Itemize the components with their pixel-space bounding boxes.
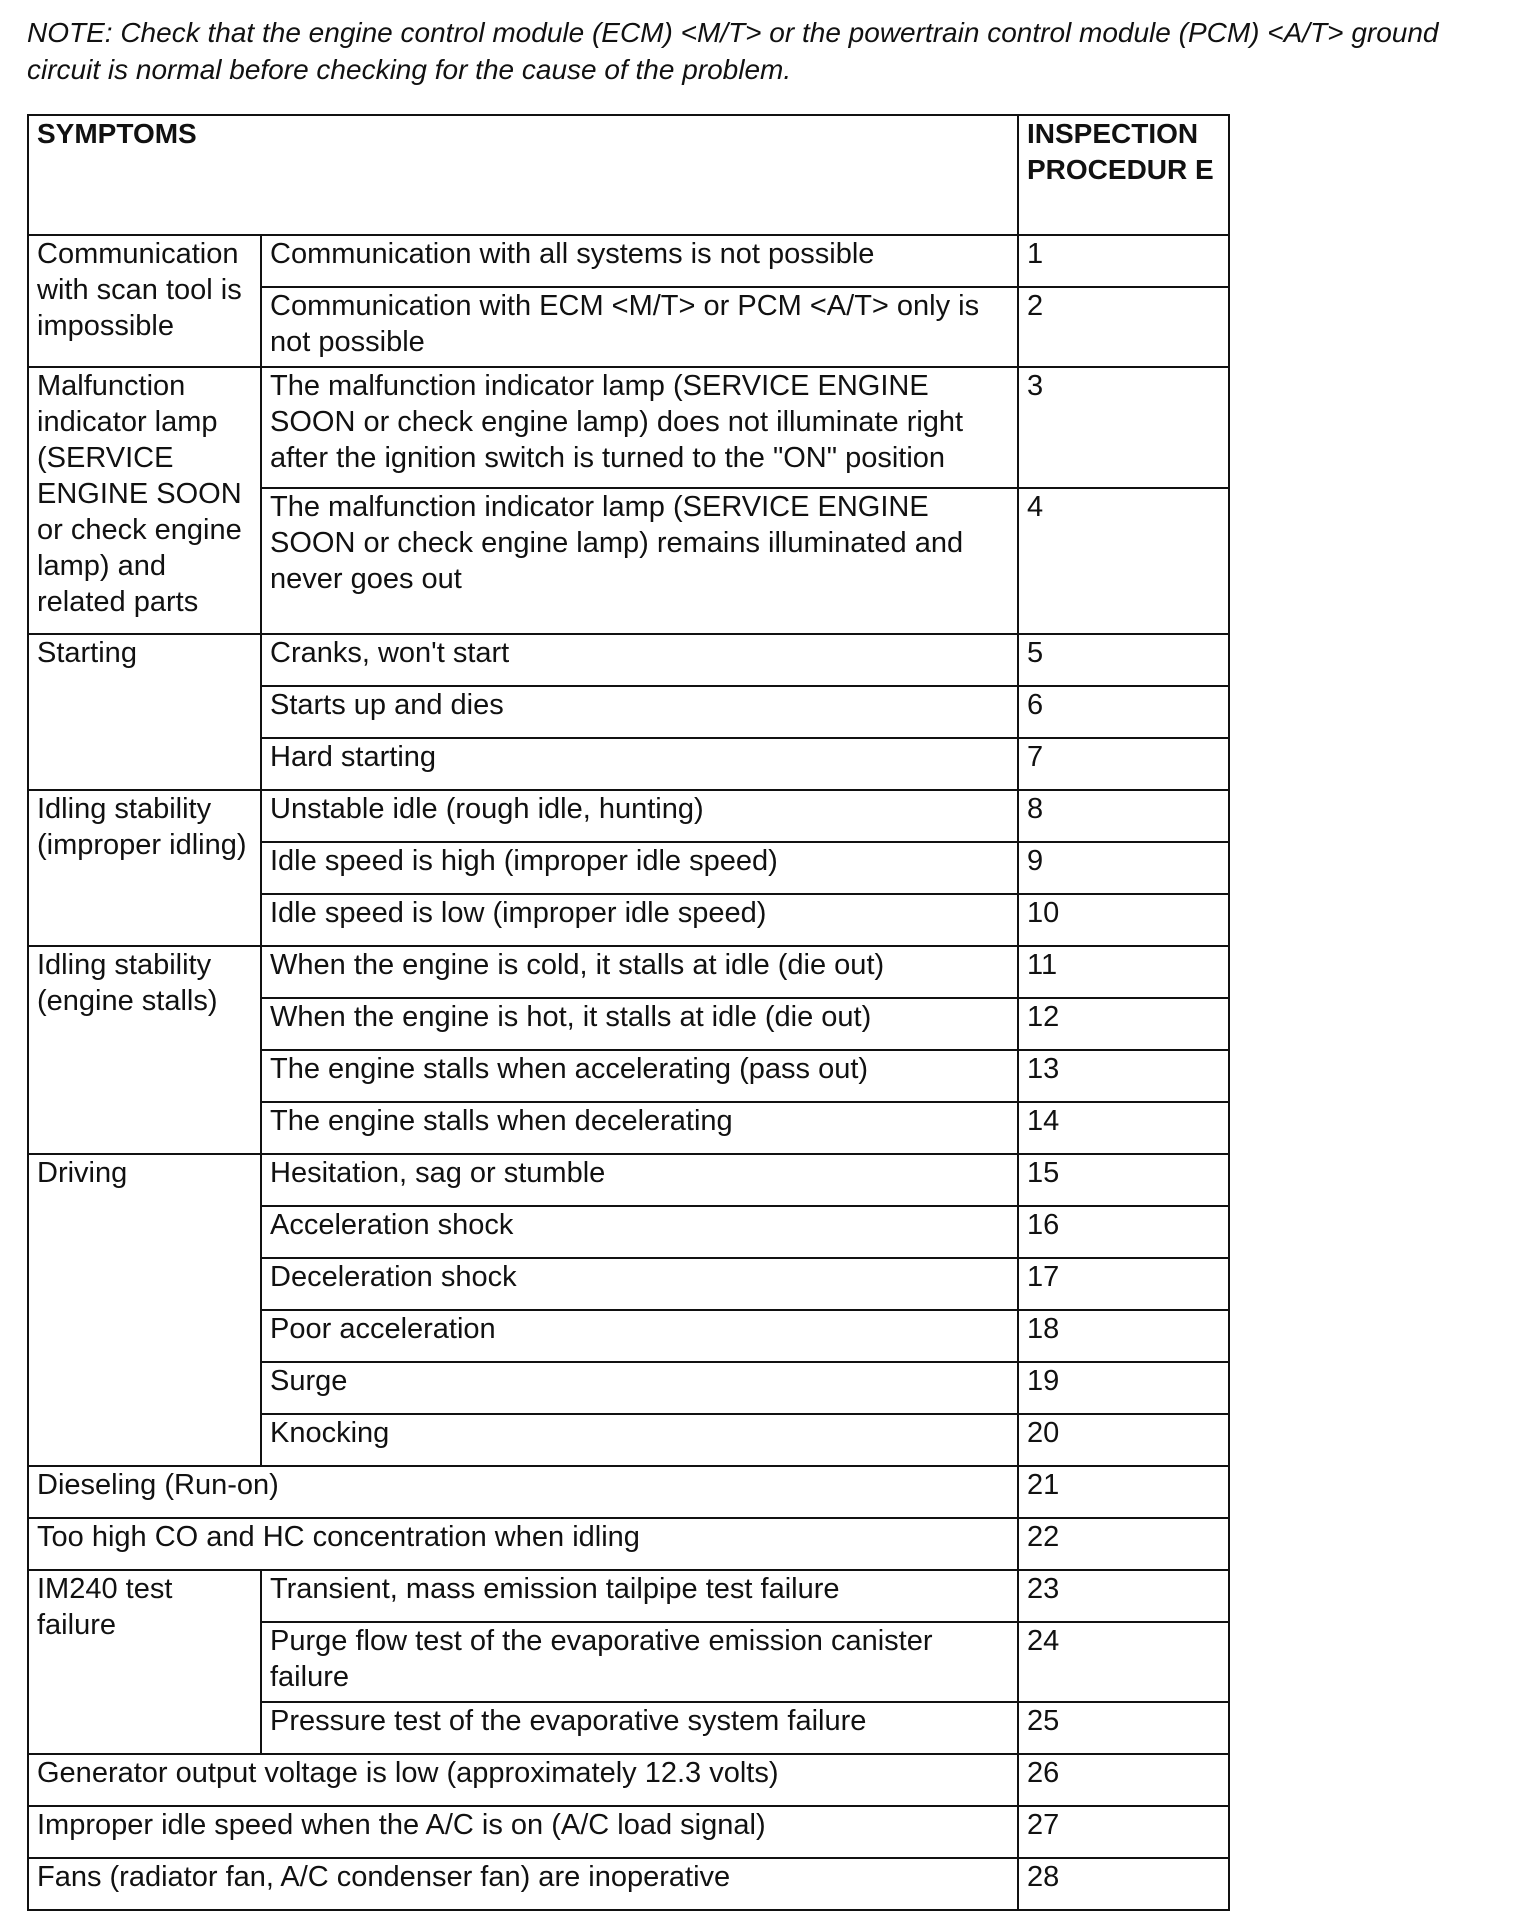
symptom-cell: Acceleration shock bbox=[261, 1206, 1018, 1258]
procedure-cell: 25 bbox=[1018, 1702, 1229, 1754]
procedure-cell: 12 bbox=[1018, 998, 1229, 1050]
procedure-cell: 3 bbox=[1018, 367, 1229, 488]
symptom-cell: Generator output voltage is low (approximately 12.3 volts) bbox=[28, 1754, 1018, 1806]
table-header-row bbox=[28, 115, 1229, 235]
procedure-cell: 11 bbox=[1018, 946, 1229, 998]
procedure-cell: 24 bbox=[1018, 1622, 1229, 1702]
symptom-cell: Too high CO and HC concentration when idling bbox=[28, 1518, 1018, 1570]
symptoms-table bbox=[27, 114, 1230, 1911]
symptom-cell: Communication with ECM <M/T> or PCM <A/T> only is not possible bbox=[261, 287, 1018, 367]
procedure-cell: 7 bbox=[1018, 738, 1229, 790]
table-row bbox=[28, 1806, 1229, 1858]
procedure-cell: 13 bbox=[1018, 1050, 1229, 1102]
procedure-cell: 19 bbox=[1018, 1362, 1229, 1414]
procedure-cell: 6 bbox=[1018, 686, 1229, 738]
procedure-cell: 1 bbox=[1018, 235, 1229, 287]
procedure-cell: 5 bbox=[1018, 634, 1229, 686]
table-row bbox=[28, 1858, 1229, 1910]
symptom-cell: Fans (radiator fan, A/C condenser fan) are inoperative bbox=[28, 1858, 1018, 1910]
symptom-cell: Poor acceleration bbox=[261, 1310, 1018, 1362]
symptom-cell: Idle speed is high (improper idle speed) bbox=[261, 842, 1018, 894]
group-im240: IM240 test failure bbox=[28, 1570, 261, 1754]
inspection-procedure-header: INSPECTION PROCEDUR E bbox=[1018, 115, 1229, 235]
symptoms-header: SYMPTOMS bbox=[28, 115, 1018, 235]
group-communication: Communication with scan tool is impossible bbox=[28, 235, 261, 367]
procedure-cell: 26 bbox=[1018, 1754, 1229, 1806]
symptom-cell: Transient, mass emission tailpipe test failure bbox=[261, 1570, 1018, 1622]
symptom-cell: The engine stalls when decelerating bbox=[261, 1102, 1018, 1154]
symptom-cell: Surge bbox=[261, 1362, 1018, 1414]
symptom-cell: Communication with all systems is not possible bbox=[261, 235, 1018, 287]
procedure-cell: 15 bbox=[1018, 1154, 1229, 1206]
symptom-cell: Idle speed is low (improper idle speed) bbox=[261, 894, 1018, 946]
procedure-cell: 18 bbox=[1018, 1310, 1229, 1362]
group-driving: Driving bbox=[28, 1154, 261, 1466]
group-mil: Malfunction indicator lamp (SERVICE ENGINE SOON or check engine lamp) and related parts bbox=[28, 367, 261, 634]
procedure-cell: 21 bbox=[1018, 1466, 1229, 1518]
procedure-cell: 10 bbox=[1018, 894, 1229, 946]
procedure-cell: 16 bbox=[1018, 1206, 1229, 1258]
table-row bbox=[28, 1154, 1229, 1206]
procedure-cell: 2 bbox=[1018, 287, 1229, 367]
symptom-cell: Deceleration shock bbox=[261, 1258, 1018, 1310]
table-row bbox=[28, 235, 1229, 287]
table-row bbox=[28, 1754, 1229, 1806]
procedure-cell: 9 bbox=[1018, 842, 1229, 894]
symptom-cell: Starts up and dies bbox=[261, 686, 1018, 738]
procedure-cell: 20 bbox=[1018, 1414, 1229, 1466]
procedure-cell: 8 bbox=[1018, 790, 1229, 842]
table-row bbox=[28, 946, 1229, 998]
group-idling-improper: Idling stability (improper idling) bbox=[28, 790, 261, 946]
procedure-cell: 28 bbox=[1018, 1858, 1229, 1910]
group-starting: Starting bbox=[28, 634, 261, 790]
symptom-cell: Improper idle speed when the A/C is on (A/C load signal) bbox=[28, 1806, 1018, 1858]
symptom-cell: The malfunction indicator lamp (SERVICE ENGINE SOON or check engine lamp) remains illuminated and never goes out bbox=[261, 488, 1018, 634]
table-row bbox=[28, 634, 1229, 686]
note-text: NOTE: Check that the engine control module (ECM) <M/T> or the powertrain control module (PCM) <A/T> ground circuit is normal before checking for the cause of the problem. bbox=[27, 17, 1439, 85]
symptom-cell: Hard starting bbox=[261, 738, 1018, 790]
symptom-cell: Dieseling (Run-on) bbox=[28, 1466, 1018, 1518]
table-row bbox=[28, 1518, 1229, 1570]
symptom-cell: Purge flow test of the evaporative emission canister failure bbox=[261, 1622, 1018, 1702]
procedure-cell: 22 bbox=[1018, 1518, 1229, 1570]
symptom-cell: Hesitation, sag or stumble bbox=[261, 1154, 1018, 1206]
symptom-cell: Cranks, won't start bbox=[261, 634, 1018, 686]
table-row bbox=[28, 1570, 1229, 1622]
group-idling-stalls: Idling stability (engine stalls) bbox=[28, 946, 261, 1154]
procedure-cell: 14 bbox=[1018, 1102, 1229, 1154]
symptom-cell: The engine stalls when accelerating (pass out) bbox=[261, 1050, 1018, 1102]
symptom-cell: Knocking bbox=[261, 1414, 1018, 1466]
symptom-cell: When the engine is hot, it stalls at idle (die out) bbox=[261, 998, 1018, 1050]
symptom-cell: When the engine is cold, it stalls at idle (die out) bbox=[261, 946, 1018, 998]
symptom-cell: Unstable idle (rough idle, hunting) bbox=[261, 790, 1018, 842]
procedure-cell: 4 bbox=[1018, 488, 1229, 634]
symptom-cell: Pressure test of the evaporative system failure bbox=[261, 1702, 1018, 1754]
procedure-cell: 23 bbox=[1018, 1570, 1229, 1622]
procedure-cell: 17 bbox=[1018, 1258, 1229, 1310]
symptom-cell: The malfunction indicator lamp (SERVICE ENGINE SOON or check engine lamp) does not illuminate right after the ignition switch is turned to the "ON" position bbox=[261, 367, 1018, 488]
table-row bbox=[28, 367, 1229, 488]
table-row bbox=[28, 1466, 1229, 1518]
table-row bbox=[28, 790, 1229, 842]
procedure-cell: 27 bbox=[1018, 1806, 1229, 1858]
